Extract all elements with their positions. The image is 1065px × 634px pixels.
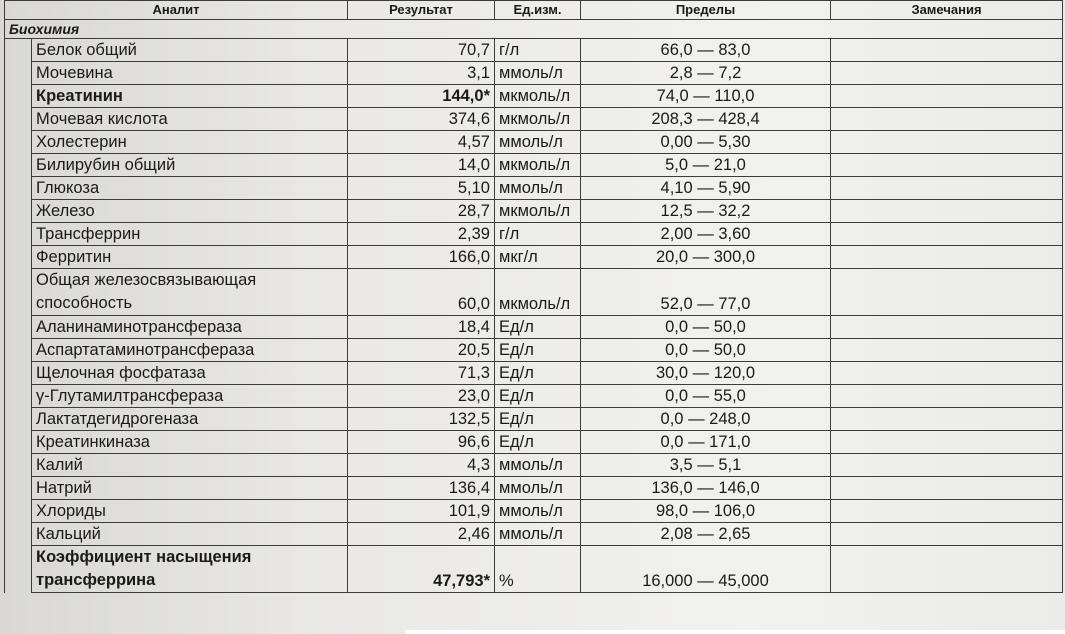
reference-range: 208,3 — 428,4 [581,108,831,131]
row-indent-cell [5,523,32,546]
reference-range: 0,0 — 50,0 [581,339,831,362]
row-indent-cell [5,477,32,500]
result-value: 136,4 [348,477,495,500]
analyte-name: Билирубин общий [32,154,348,177]
reference-range: 136,0 — 146,0 [581,477,831,500]
unit-value: Ед/л [495,362,581,385]
analyte-name: Щелочная фосфатаза [32,362,348,385]
result-value: 166,0 [348,246,495,269]
unit-value: мкмоль/л [495,200,581,223]
unit-value: ммоль/л [495,477,581,500]
analyte-name: Ферритин [32,246,348,269]
table-header-row [5,1,1063,20]
table-row [5,477,1063,500]
reference-range: 30,0 — 120,0 [581,362,831,385]
row-indent-cell [5,454,32,477]
table-row [5,546,1063,593]
header-unit: Ед.изм. [495,1,581,20]
row-indent-cell [5,223,32,246]
reference-range: 66,0 — 83,0 [581,39,831,62]
note-cell [831,177,1063,200]
unit-value: г/л [495,39,581,62]
row-indent-cell [5,385,32,408]
reference-range: 2,00 — 3,60 [581,223,831,246]
analyte-name: Кальций [32,523,348,546]
table-row [5,431,1063,454]
note-cell [831,523,1063,546]
result-value: 14,0 [348,154,495,177]
note-cell [831,500,1063,523]
header-notes: Замечания [831,1,1063,20]
row-indent-cell [5,39,32,62]
table-row [5,523,1063,546]
unit-value: мкмоль/л [495,85,581,108]
result-value: 70,7 [348,39,495,62]
reference-range: 74,0 — 110,0 [581,85,831,108]
section-title: Биохимия [5,20,348,39]
unit-value: мкмоль/л [495,108,581,131]
table-row [5,246,1063,269]
analyte-name: Аланинаминотрансфераза [32,316,348,339]
note-cell [831,223,1063,246]
table-row [5,385,1063,408]
result-value: 4,57 [348,131,495,154]
unit-value: ммоль/л [495,454,581,477]
result-value: 2,39 [348,223,495,246]
table-row [5,362,1063,385]
row-indent-cell [5,62,32,85]
reference-range: 2,08 — 2,65 [581,523,831,546]
result-value: 374,6 [348,108,495,131]
note-cell [831,385,1063,408]
unit-value: % [495,546,581,593]
result-value: 96,6 [348,431,495,454]
result-value: 20,5 [348,339,495,362]
row-indent-cell [5,269,32,316]
result-value: 28,7 [348,200,495,223]
result-value: 3,1 [348,62,495,85]
result-value: 132,5 [348,408,495,431]
analyte-name: Общая железосвязывающая способность [32,269,348,316]
table-row [5,85,1063,108]
row-indent-cell [5,316,32,339]
note-cell [831,131,1063,154]
unit-value: ммоль/л [495,177,581,200]
row-indent-cell [5,431,32,454]
analyte-name: Белок общий [32,39,348,62]
analyte-name: Креатинкиназа [32,431,348,454]
analyte-name: γ-Глутамилтрансфераза [32,385,348,408]
analyte-name: Трансферрин [32,223,348,246]
reference-range: 0,0 — 50,0 [581,316,831,339]
note-cell [831,246,1063,269]
reference-range: 0,0 — 55,0 [581,385,831,408]
analyte-name: Хлориды [32,500,348,523]
result-value: 2,46 [348,523,495,546]
note-cell [831,454,1063,477]
note-cell [831,408,1063,431]
table-row [5,200,1063,223]
result-value: 71,3 [348,362,495,385]
result-value: 23,0 [348,385,495,408]
reference-range: 0,0 — 248,0 [581,408,831,431]
note-cell [831,62,1063,85]
note-cell [831,316,1063,339]
result-value: 47,793* [348,546,495,593]
analyte-name: Коэффициент насыщения трансферрина [32,546,348,593]
row-indent-cell [5,362,32,385]
section-row [5,20,1063,39]
table-row [5,177,1063,200]
unit-value: мкг/л [495,246,581,269]
result-value: 60,0 [348,269,495,316]
table-row [5,408,1063,431]
analyte-name: Глюкоза [32,177,348,200]
note-cell [831,39,1063,62]
result-value: 144,0* [348,85,495,108]
header-result: Результат [348,1,495,20]
table-row [5,39,1063,62]
unit-value: ммоль/л [495,500,581,523]
table-row [5,339,1063,362]
reference-range: 3,5 — 5,1 [581,454,831,477]
note-cell [831,431,1063,454]
analyte-name: Креатинин [32,85,348,108]
note-cell [831,269,1063,316]
note-cell [831,200,1063,223]
unit-value: г/л [495,223,581,246]
header-analyte: Аналит [5,1,348,20]
unit-value: мкмоль/л [495,269,581,316]
table-row [5,62,1063,85]
table-row [5,269,1063,316]
result-value: 18,4 [348,316,495,339]
analyte-name: Калий [32,454,348,477]
note-cell [831,546,1063,593]
row-indent-cell [5,154,32,177]
paper-edge [405,630,1065,634]
row-indent-cell [5,339,32,362]
row-indent-cell [5,546,32,593]
row-indent-cell [5,177,32,200]
biochemistry-results-table [4,0,1063,593]
unit-value: ммоль/л [495,131,581,154]
unit-value: мкмоль/л [495,154,581,177]
note-cell [831,477,1063,500]
table-row [5,108,1063,131]
row-indent-cell [5,108,32,131]
unit-value: ммоль/л [495,62,581,85]
analyte-name: Мочевина [32,62,348,85]
note-cell [831,154,1063,177]
analyte-name: Мочевая кислота [32,108,348,131]
reference-range: 5,0 — 21,0 [581,154,831,177]
result-value: 4,3 [348,454,495,477]
row-indent-cell [5,246,32,269]
table-row [5,131,1063,154]
note-cell [831,108,1063,131]
table-row [5,316,1063,339]
reference-range: 98,0 — 106,0 [581,500,831,523]
note-cell [831,362,1063,385]
note-cell [831,339,1063,362]
row-indent-cell [5,200,32,223]
unit-value: Ед/л [495,431,581,454]
result-value: 5,10 [348,177,495,200]
unit-value: Ед/л [495,408,581,431]
unit-value: ммоль/л [495,523,581,546]
unit-value: Ед/л [495,339,581,362]
note-cell [831,85,1063,108]
analyte-name: Лактатдегидрогеназа [32,408,348,431]
analyte-name: Холестерин [32,131,348,154]
analyte-name: Железо [32,200,348,223]
reference-range: 12,5 — 32,2 [581,200,831,223]
unit-value: Ед/л [495,316,581,339]
reference-range: 16,000 — 45,000 [581,546,831,593]
reference-range: 0,00 — 5,30 [581,131,831,154]
table-row [5,154,1063,177]
row-indent-cell [5,131,32,154]
row-indent-cell [5,85,32,108]
result-value: 101,9 [348,500,495,523]
row-indent-cell [5,408,32,431]
reference-range: 20,0 — 300,0 [581,246,831,269]
table-row [5,454,1063,477]
table-row [5,223,1063,246]
header-range: Пределы [581,1,831,20]
row-indent-cell [5,500,32,523]
reference-range: 2,8 — 7,2 [581,62,831,85]
analyte-name: Аспартатаминотрансфераза [32,339,348,362]
reference-range: 52,0 — 77,0 [581,269,831,316]
reference-range: 0,0 — 171,0 [581,431,831,454]
table-row [5,500,1063,523]
analyte-name: Натрий [32,477,348,500]
reference-range: 4,10 — 5,90 [581,177,831,200]
unit-value: Ед/л [495,385,581,408]
